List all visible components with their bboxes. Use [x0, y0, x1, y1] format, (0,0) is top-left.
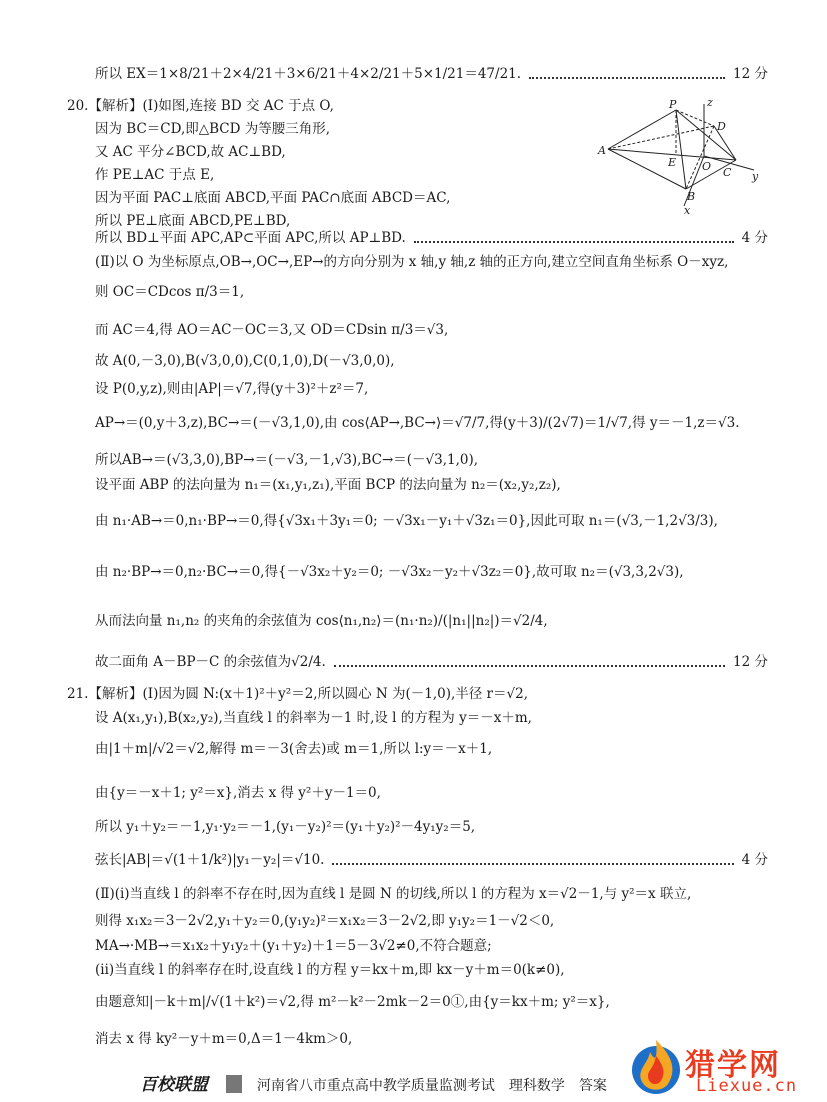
q20-conclusion-1: 所以 BD⊥平面 APC,AP⊂平面 APC,所以 AP⊥BD.	[95, 230, 406, 246]
q20-part2-line-8: 设平面 ABP 的法向量为 n₁＝(x₁,y₁,z₁),平面 BCP 的法向量为 n₂＝(x₂,y₂,z₂),	[95, 477, 561, 493]
q20-part2-line-3: 而 AC＝4,得 AO＝AC－OC＝3,又 OD＝CDsin π/3＝√3,	[95, 322, 449, 338]
logo-url: Liexue.cn	[696, 1076, 798, 1096]
label-z: z	[707, 96, 713, 109]
score-points: 12 分	[733, 66, 768, 82]
page-footer	[140, 1070, 607, 1095]
exam-title: 河南省八市重点高中教学质量监测考试 理科数学 答案	[256, 1078, 607, 1094]
q20-part2-line-7: 所以AB→＝(√3,3,0),BP→＝(－√3,－1,√3),BC→＝(－√3,1,0),	[95, 452, 479, 468]
edge-AP	[608, 110, 676, 149]
q21-conclusion-1: 弦长|AB|＝√(1＋1/k²)|y₁－y₂|＝√10.	[95, 852, 325, 868]
expectation-line	[95, 65, 768, 83]
q20-part2-line-2: 则 OC＝CDcos π/3＝1,	[95, 284, 245, 300]
q20-line-1: 20.【解析】(Ⅰ)如图,连接 BD 交 AC 于点 O,	[67, 98, 334, 114]
edge-PC	[676, 110, 736, 160]
flame-logo-icon	[628, 1034, 684, 1100]
edge-AD	[608, 126, 714, 149]
dot-leader	[529, 77, 725, 79]
q21-scored-line-1	[95, 851, 768, 869]
dot-leader	[414, 241, 734, 243]
expectation-text: 所以 EX＝1×8/21＋2×4/21＋3×6/21＋4×2/21＋5×1/21＝47/21.	[95, 66, 522, 82]
q20-line-6: 所以 PE⊥底面 ABCD,PE⊥BD,	[95, 213, 291, 229]
label-P: P	[669, 98, 677, 111]
q21-part2-line-3: MA→·MB→＝x₁x₂＋y₁y₂＋(y₁＋y₂)＋1＝5－3√2≠0,不符合题意;	[95, 938, 492, 954]
q21-line-4: 由{y＝－x＋1; y²＝x},消去 x 得 y²＋y－1＝0,	[95, 785, 381, 801]
q21-part2-line-5: 由题意知|－k＋m|/√(1＋k²)＝√2,得 m²－k²－2mk－2＝0①,由{y＝kx＋m; y²＝x},	[95, 994, 610, 1010]
q20-part2-line-1: (Ⅱ)以 O 为坐标原点,OB→,OC→,EP→的方向分别为 x 轴,y 轴,z 轴的正方向,建立空间直角坐标系 O－xyz,	[95, 254, 729, 270]
score-points: 4 分	[741, 852, 768, 868]
logo-name: 猎学网	[685, 1048, 781, 1083]
brand-name: 百校联盟	[140, 1075, 208, 1095]
dot-leader	[334, 665, 725, 667]
score-points: 12 分	[733, 654, 768, 670]
q20-conclusion-2: 故二面角 A－BP－C 的余弦值为√2/4.	[95, 654, 326, 670]
label-y: y	[752, 170, 759, 183]
q20-line-2: 因为 BC＝CD,即△BCD 为等腰三角形,	[95, 121, 331, 137]
q21-part2-line-2: 则得 x₁x₂＝3－2√2,y₁＋y₂＝0,(y₁y₂)²＝x₁x₂＝3－2√2,即 y₁y₂＝1－√2＜0,	[95, 913, 555, 929]
q20-line-3: 又 AC 平分∠BCD,故 AC⊥BD,	[95, 144, 286, 160]
edge-PB	[676, 110, 686, 189]
q20-part2-line-9: 由 n₁·AB→＝0,n₁·BP→＝0,得{√3x₁＋3y₁＝0; －√3x₁－y₁＋√3z₁＝0},因此可取 n₁＝(√3,－1,2√3/3),	[95, 513, 718, 529]
q20-part2-line-4: 故 A(0,－3,0),B(√3,0,0),C(0,1,0),D(－√3,0,0),	[95, 353, 395, 369]
label-C: C	[723, 166, 732, 179]
q21-line-5: 所以 y₁＋y₂＝－1,y₁·y₂＝－1,(y₁－y₂)²＝(y₁＋y₂)²－4y₁y₂＝5,	[95, 819, 476, 835]
q21-part2-line-1: (Ⅱ)(ⅰ)当直线 l 的斜率不存在时,因为直线 l 是圆 N 的切线,所以 l 的方程为 x＝√2－1,与 y²＝x 联立,	[95, 886, 692, 902]
q21-part2-line-6: 消去 x 得 ky²－y＋m＝0,Δ＝1－4km＞0,	[95, 1031, 353, 1047]
label-O: O	[702, 160, 712, 173]
q21-line-1: 21.【解析】(Ⅰ)因为圆 N:(x＋1)²＋y²＝2,所以圆心 N 为(－1,0),半径 r＝√2,	[67, 686, 528, 702]
q20-scored-line-2	[95, 653, 768, 671]
q21-line-3: 由|1＋m|/√2＝√2,解得 m＝－3(舍去)或 m＝1,所以 l:y＝－x＋1,	[95, 741, 493, 757]
q20-part2-line-6: AP→＝(0,y＋3,z),BC→＝(－√3,1,0),由 cos⟨AP→,BC→⟩＝√7/7,得(y＋3)/(2√7)＝1/√7,得 y＝－1,z＝√3.	[95, 415, 740, 431]
score-points: 4 分	[741, 230, 768, 246]
q21-part2-line-4: (ⅱ)当直线 l 的斜率存在时,设直线 l 的方程 y＝kx＋m,即 kx－y＋m＝0(k≠0),	[95, 962, 565, 978]
q20-part2-line-10: 由 n₂·BP→＝0,n₂·BC→＝0,得{－√3x₂＋y₂＝0; －√3x₂－y₂＋√3z₂＝0},故可取 n₂＝(√3,3,2√3),	[95, 564, 684, 580]
label-A: A	[598, 144, 606, 157]
pyramid-figure	[596, 96, 766, 216]
q20-scored-line-1	[95, 229, 768, 247]
label-B: B	[687, 190, 696, 203]
label-x: x	[684, 204, 691, 216]
q20-line-4: 作 PE⊥AC 于点 E,	[95, 167, 215, 183]
q21-line-2: 设 A(x₁,y₁),B(x₂,y₂),当直线 l 的斜率为－1 时,设 l 的方程为 y＝－x＋m,	[95, 710, 532, 726]
q20-line-5: 因为平面 PAC⊥底面 ABCD,平面 PAC∩底面 ABCD＝AC,	[95, 190, 451, 206]
dot-leader	[332, 863, 733, 865]
label-E: E	[668, 156, 677, 169]
edge-PD	[676, 110, 714, 126]
liexue-logo	[628, 1034, 827, 1102]
seal-icon	[226, 1075, 242, 1093]
q20-part2-line-11: 从而法向量 n₁,n₂ 的夹角的余弦值为 cos⟨n₁,n₂⟩＝(n₁·n₂)/(|n₁||n₂|)＝√2/4,	[95, 613, 548, 629]
label-D: D	[717, 120, 726, 133]
q20-part2-line-5: 设 P(0,y,z),则由|AP|＝√7,得(y＋3)²＋z²＝7,	[95, 381, 369, 397]
